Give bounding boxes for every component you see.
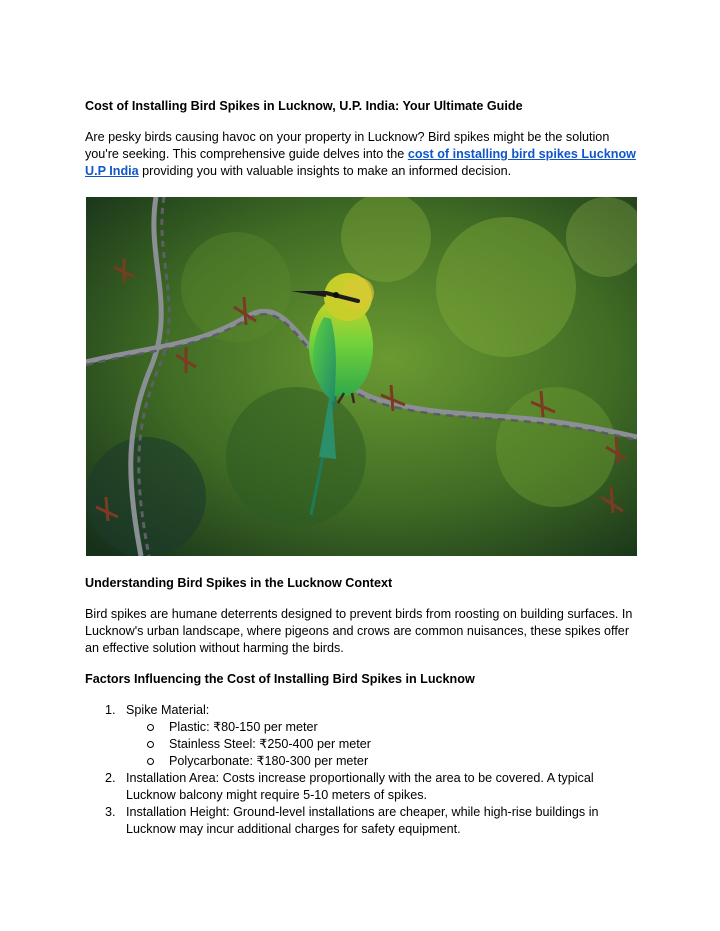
bird-on-wire-photo [86, 197, 637, 556]
sub-list-item-text: Plastic: ₹80-150 per meter [169, 720, 318, 734]
sub-list-item-text: Stainless Steel: ₹250-400 per meter [169, 737, 371, 751]
sub-list-item-text: Polycarbonate: ₹180-300 per meter [169, 754, 369, 768]
list-item [85, 804, 645, 838]
sub-list-item [169, 753, 645, 770]
hollow-bullet-icon [147, 741, 154, 748]
intro-text-before: Are pesky birds causing havoc on your property in Lucknow? Bird spikes might be the solution you're seeking. This comprehensive guide delves into the [85, 130, 610, 161]
list-number: 3. [105, 805, 116, 819]
hollow-bullet-icon [147, 758, 154, 765]
photo-illustration [86, 197, 637, 556]
list-item [85, 770, 645, 804]
list-item-text: Spike Material: [126, 703, 210, 717]
hollow-bullet-icon [147, 724, 154, 731]
factors-list [85, 702, 645, 838]
intro-paragraph [85, 129, 645, 180]
section-heading-understanding: Understanding Bird Spikes in the Lucknow Context [85, 576, 393, 590]
list-item [85, 702, 645, 719]
cost-link[interactable]: cost of installing bird spikes Lucknow U.P India [85, 147, 636, 178]
section-heading-factors: Factors Influencing the Cost of Installing Bird Spikes in Lucknow [85, 672, 475, 686]
section-body-understanding: Bird spikes are humane deterrents designed to prevent birds from roosting on building surfaces. In Lucknow's urban landscape, where pigeons and crows are common nuisances, these spikes offer an effective solution without harming the birds. [85, 607, 633, 655]
article-title: Cost of Installing Bird Spikes in Lucknow, U.P. India: Your Ultimate Guide [85, 99, 523, 113]
sub-list-item [169, 736, 645, 753]
list-number: 2. [105, 771, 116, 785]
intro-text-after: providing you with valuable insights to make an informed decision. [138, 164, 512, 178]
list-number: 1. [105, 703, 116, 717]
sub-list-item [169, 719, 645, 736]
list-item-text: Installation Height: Ground-level installations are cheaper, while high-rise buildings in Lucknow may incur additional charges for safety equipment. [126, 805, 599, 836]
list-item-text: Installation Area: Costs increase proportionally with the area to be covered. A typical Lucknow balcony might require 5-10 meters of spikes. [126, 771, 594, 802]
